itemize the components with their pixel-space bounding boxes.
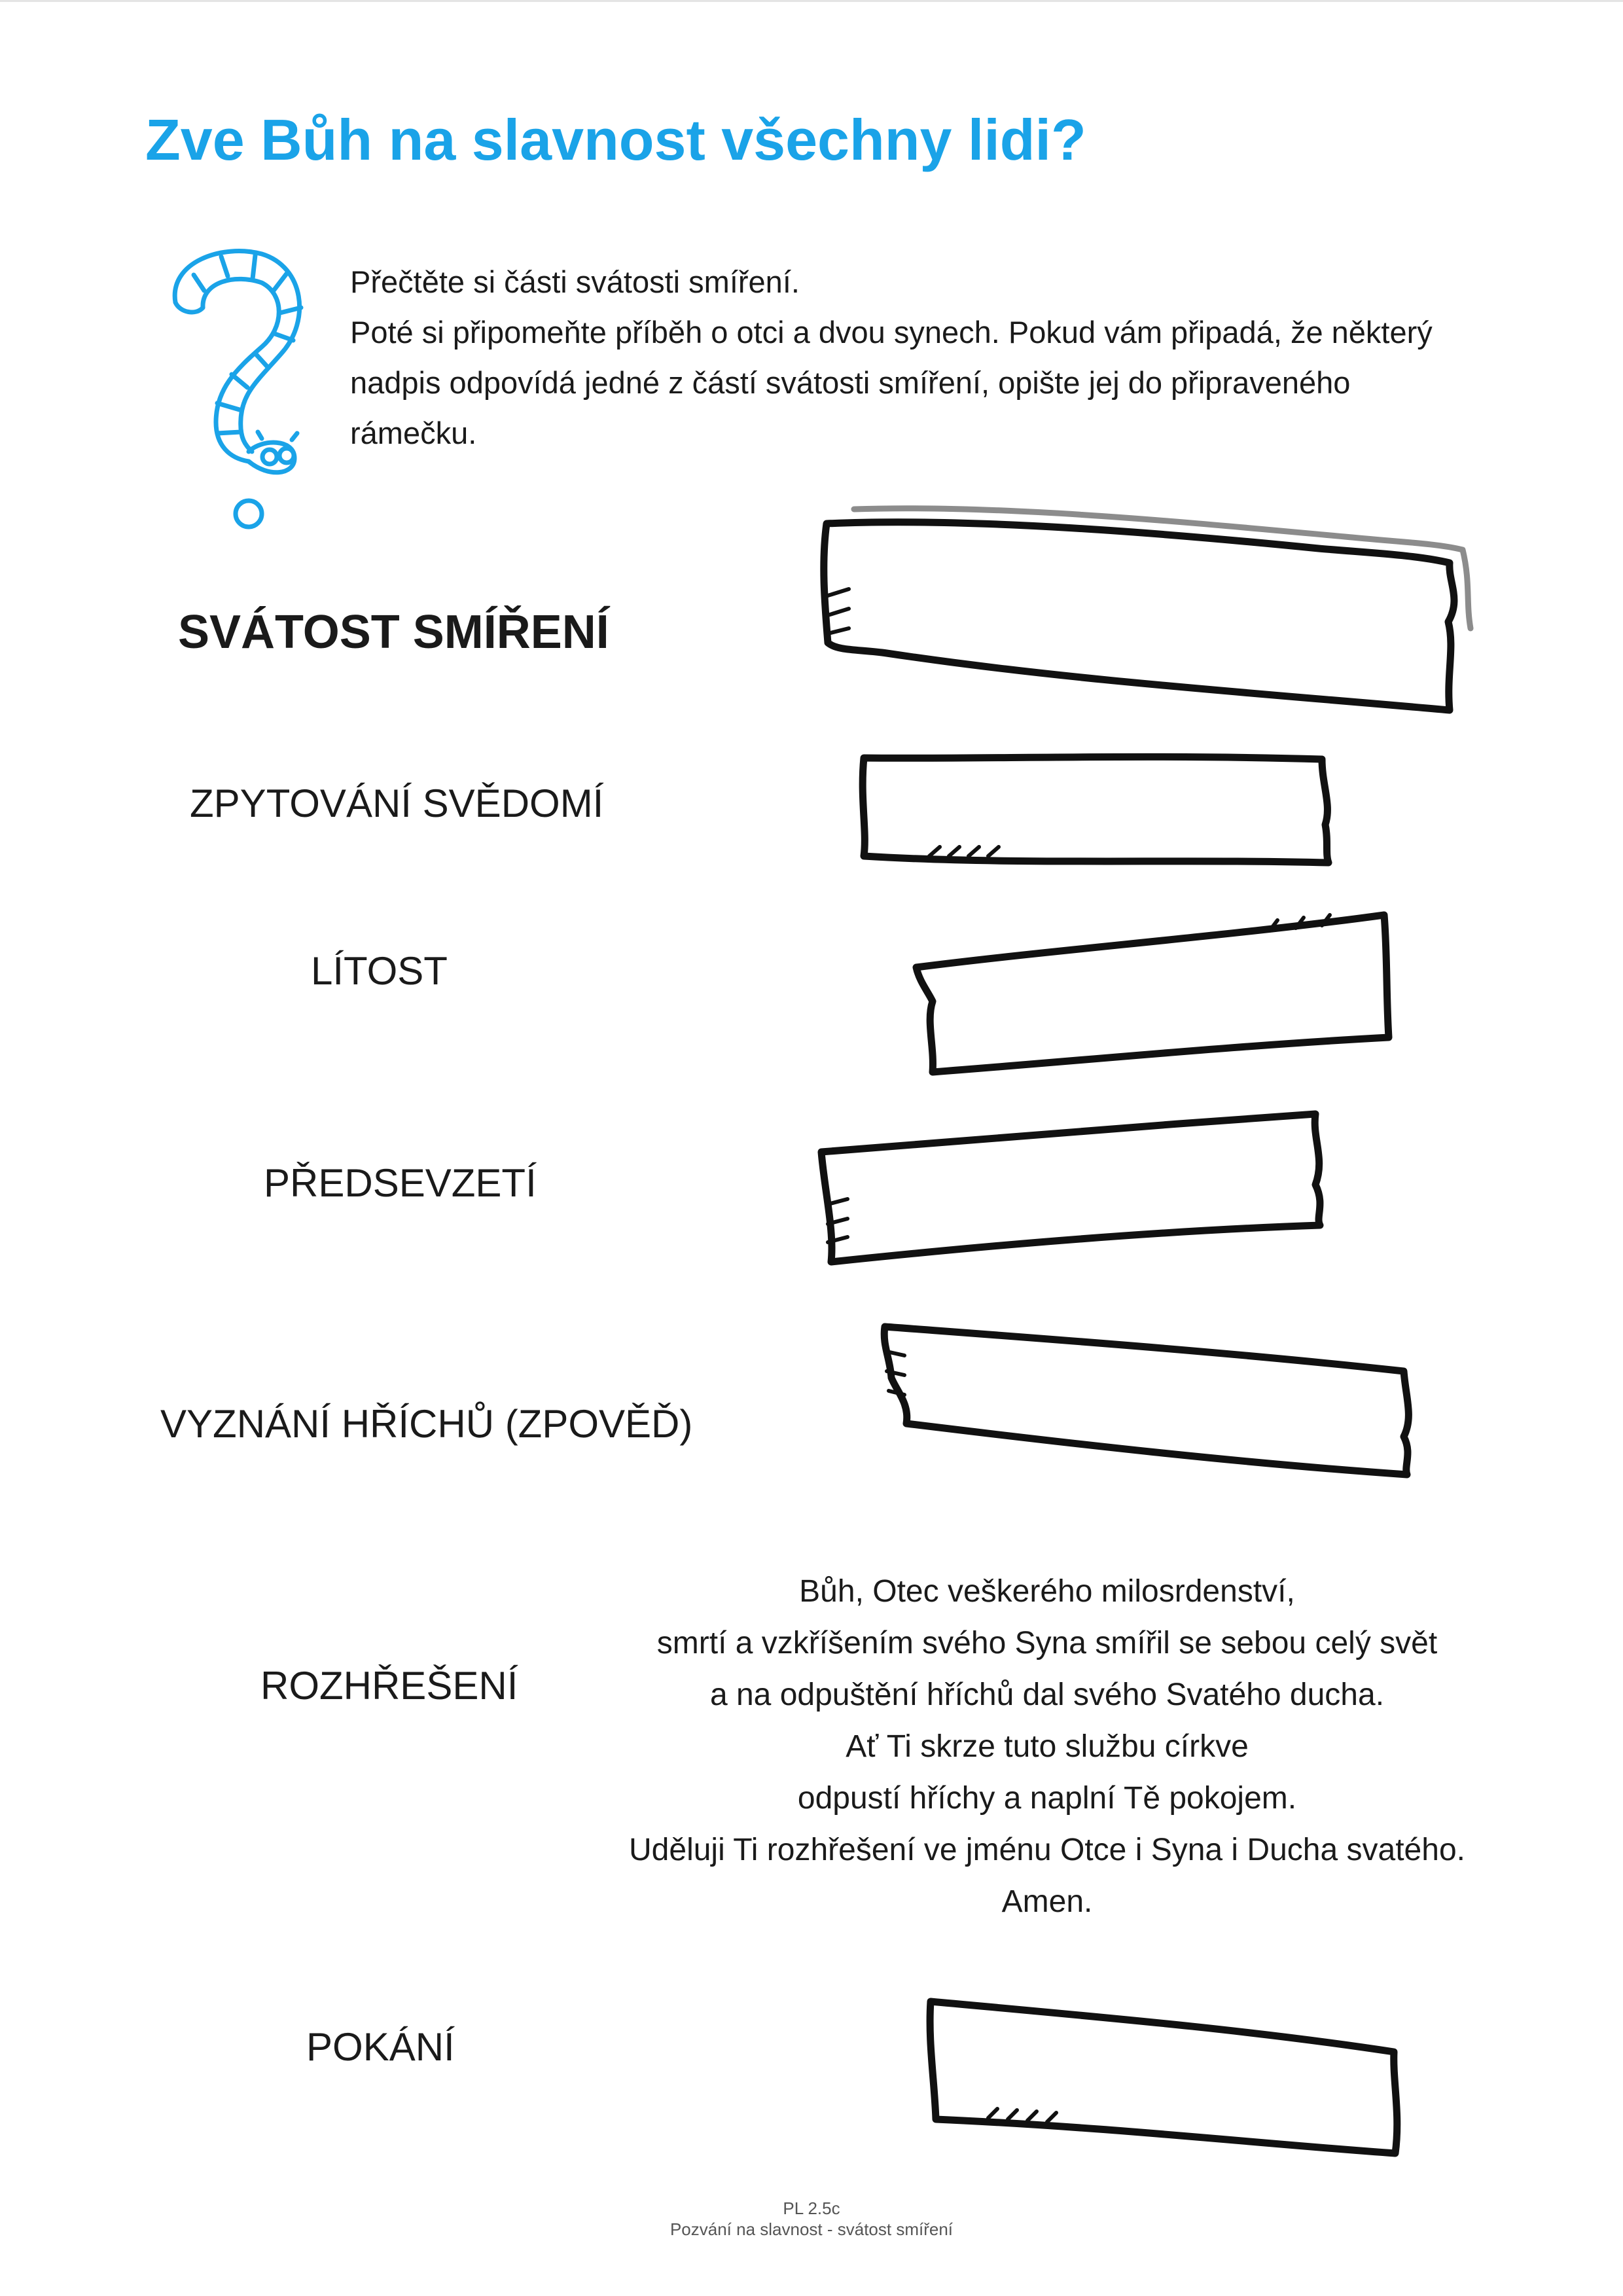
prayer-line: smrtí a vzkříšením svého Syna smířil se sebou celý svět bbox=[656, 1626, 1438, 1660]
page-footer bbox=[615, 2198, 1008, 2240]
footer-code: PL 2.5c bbox=[783, 2198, 840, 2218]
page-title: Zve Bůh na slavnost všechny lidi? bbox=[145, 107, 1086, 172]
prayer-line: odpustí hříchy a naplní Tě pokojem. bbox=[797, 1781, 1297, 1816]
prayer-line: Bůh, Otec veškerého milosrdenství, bbox=[799, 1574, 1295, 1609]
section-heading: SVÁTOST SMÍŘENÍ bbox=[178, 606, 609, 658]
instructions bbox=[350, 257, 1476, 458]
answer-frame-pokani[interactable] bbox=[916, 1990, 1414, 2166]
instructions-line-2: Poté si připomeňte příběh o otci a dvou synech. Pokud vám připadá, že některý nadpis odpovídá jedné z částí svátosti smíření, opište jej do připraveného rámečku. bbox=[350, 315, 1433, 450]
prayer-line: Amen. bbox=[1001, 1884, 1093, 1919]
step-label-vyznani: VYZNÁNÍ HŘÍCHŮ (ZPOVĚĎ) bbox=[160, 1402, 693, 1446]
prayer-line: a na odpuštění hříchů dal svého Svatého ducha. bbox=[709, 1677, 1385, 1712]
instructions-line-1: Přečtěte si části svátosti smíření. bbox=[350, 264, 800, 299]
answer-frame-zpytovani[interactable] bbox=[851, 746, 1342, 874]
step-label-rozhreseni: ROZHŘEŠENÍ bbox=[260, 1664, 518, 1708]
question-mark-worm-icon bbox=[164, 242, 314, 537]
footer-subtitle: Pozvání na slavnost - svátost smíření bbox=[669, 2219, 954, 2239]
step-label-predsevzeti: PŘEDSEVZETÍ bbox=[264, 1161, 537, 1205]
prayer-line: Uděluji Ti rozhřešení ve jménu Otce i Syna i Ducha svatého. bbox=[629, 1833, 1465, 1867]
answer-frame-predsevzeti[interactable] bbox=[808, 1106, 1332, 1270]
step-label-pokani: POKÁNÍ bbox=[306, 2025, 455, 2069]
step-label-litost: LÍTOST bbox=[311, 949, 448, 993]
answer-frame-heading[interactable] bbox=[808, 497, 1489, 720]
answer-frame-vyznani[interactable] bbox=[870, 1312, 1427, 1489]
prayer-line: Ať Ti skrze tuto službu církve bbox=[846, 1729, 1249, 1764]
step-label-zpytovani: ZPYTOVÁNÍ SVĚDOMÍ bbox=[190, 781, 604, 825]
top-rule bbox=[0, 0, 1623, 2]
absolution-prayer bbox=[576, 1566, 1518, 1928]
answer-frame-litost[interactable] bbox=[903, 903, 1400, 1080]
